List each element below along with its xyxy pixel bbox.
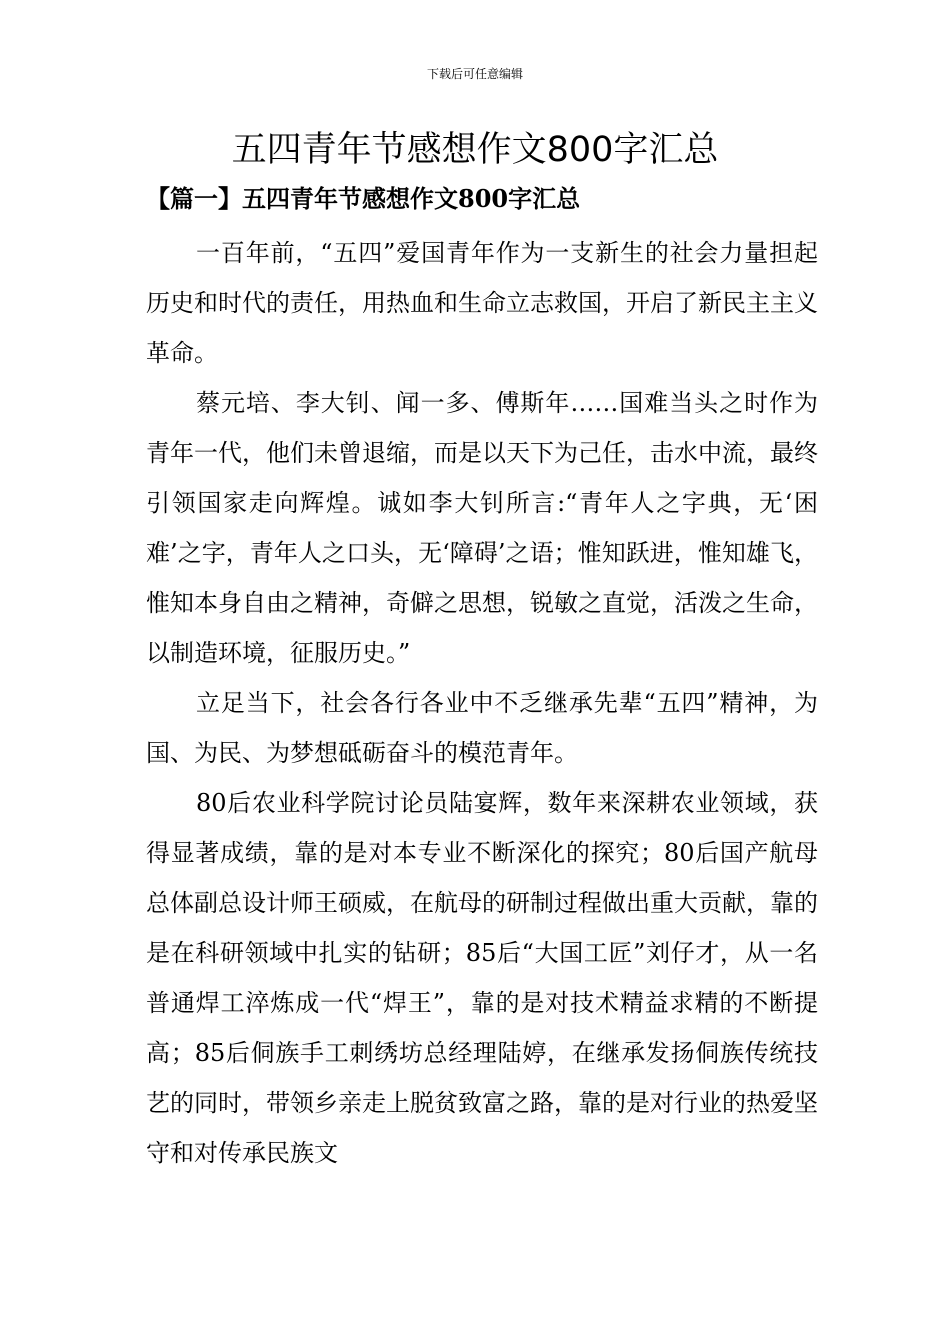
document-title: 五四青年节感想作文800字汇总 <box>231 130 719 170</box>
body-text <box>146 228 818 1178</box>
section-heading: 【篇一】五四青年节感想作文800字汇总 <box>146 184 581 213</box>
paragraph-4: 80后农业科学院讨论员陆宴辉，数年来深耕农业领域，获得显著成绩，靠的是对本专业不断深化的探究；80后国产航母总体副总设计师王硕威，在航母的研制过程做出重大贡献，靠的是在科研领域中扎实的钻研；85后“大国工匠”刘仔才，从一名普通焊工淬炼成一代“焊王”，靠的是对技术精益求精的不断提高；85后侗族手工刺绣坊总经理陆婷，在继承发扬侗族传统技艺的同时，带领乡亲走上脱贫致富之路，靠的是对行业的热爱坚守和对传承民族文 <box>146 789 818 1167</box>
paragraph-2: 蔡元培、李大钊、闻一多、傅斯年……国难当头之时作为青年一代，他们未曾退缩，而是以天下为己任，击水中流，最终引领国家走向辉煌。诚如李大钊所言:“青年人之字典，无‘困难’之字，青年人之口头，无‘障碍’之语；惟知跃进，惟知雄飞，惟知本身自由之精神，奇僻之思想，锐敏之直觉，活泼之生命，以制造环境，征服历史。” <box>146 389 818 667</box>
paragraph-3: 立足当下，社会各行各业中不乏继承先辈“五四”精神，为国、为民、为梦想砥砺奋斗的模范青年。 <box>146 689 818 767</box>
paragraph-1: 一百年前，“五四”爱国青年作为一支新生的社会力量担起历史和时代的责任，用热血和生命立志救国，开启了新民主主义革命。 <box>146 239 818 367</box>
header-note: 下载后可任意编辑 <box>426 67 523 81</box>
